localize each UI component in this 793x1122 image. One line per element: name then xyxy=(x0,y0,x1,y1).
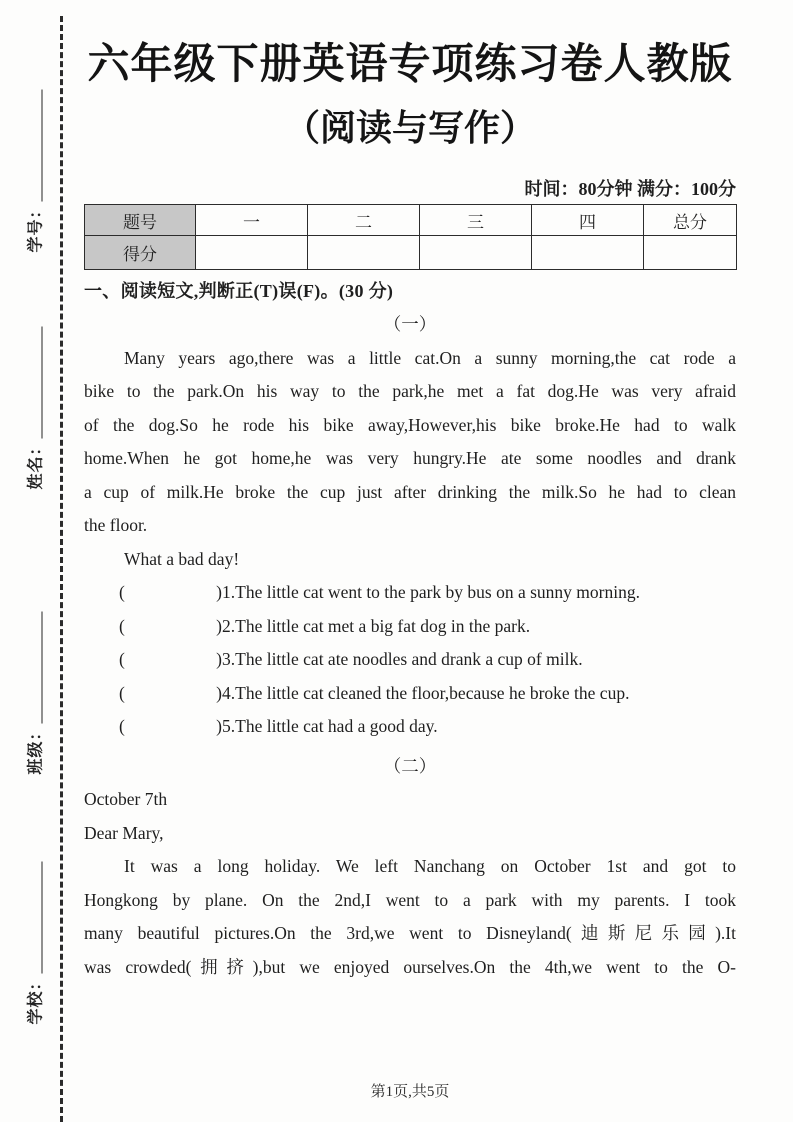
answer-blank-parens xyxy=(119,643,222,677)
question-item xyxy=(84,710,736,744)
score-cell xyxy=(420,236,532,270)
paren-close: ) xyxy=(216,615,222,636)
page-number: 第1页,共5页 xyxy=(370,1084,450,1100)
paren-open: ( xyxy=(119,615,125,636)
question-item xyxy=(84,610,736,644)
paren-open: ( xyxy=(119,582,125,602)
class-blank-line xyxy=(42,611,43,723)
letter-salutation: Dear Mary, xyxy=(84,822,164,843)
passage-one-text xyxy=(84,342,736,577)
question-item xyxy=(84,677,736,711)
passage-closing-line: What a bad day! xyxy=(124,548,240,569)
letter-date: October 7th xyxy=(84,789,168,809)
score-table-score-row xyxy=(85,236,737,270)
paren-open: ( xyxy=(119,716,125,736)
passage-one-label: （一） xyxy=(383,314,437,334)
letter-line: many beautiful pictures.On the 3rd,we went to Disneyland(迪斯尼乐园).It xyxy=(84,923,736,943)
name-blank-line xyxy=(42,326,43,438)
question-text: 4.The little cat cleaned the floor,because he broke the cup. xyxy=(222,682,630,703)
passage-one-questions xyxy=(84,576,736,744)
passage-two-text xyxy=(84,783,736,984)
sidebar-field-name xyxy=(23,326,46,489)
sidebar-field-school xyxy=(23,861,46,1024)
question-text: 3.The little cat ate noodles and drank a cup of milk. xyxy=(222,649,583,669)
class-label: 班级： xyxy=(27,723,45,775)
paren-open: ( xyxy=(119,682,125,703)
name-label: 姓名： xyxy=(27,438,45,490)
score-row-label: 得分 xyxy=(85,236,196,270)
question-item xyxy=(84,643,736,677)
question-text: 1.The little cat went to the park by bus on a sunny morning. xyxy=(222,582,640,602)
score-table-col-1: 一 xyxy=(196,205,308,236)
question-text: 2.The little cat met a big fat dog in the park. xyxy=(222,615,531,636)
exam-page xyxy=(84,0,736,984)
score-table-col-total: 总分 xyxy=(644,205,737,236)
question-text: 5.The little cat had a good day. xyxy=(222,716,438,736)
score-cell xyxy=(644,236,737,270)
student-id-label: 学号： xyxy=(27,201,45,253)
letter-line: Hongkong by plane. On the 2nd,I went to a park with my parents. I took xyxy=(84,889,736,910)
sidebar-field-student-id xyxy=(23,89,46,252)
passage-line: of the dog.So he rode his bike away,However,his bike broke.He had to walk xyxy=(84,414,736,435)
paren-close: ) xyxy=(216,682,222,703)
answer-blank-parens xyxy=(119,576,222,610)
passage-line: home.When he got home,he was very hungry.He ate some noodles and drank xyxy=(84,448,736,468)
score-table-col-4: 四 xyxy=(532,205,644,236)
score-table-corner: 题号 xyxy=(85,205,196,236)
page-title: 六年级下册英语专项练习卷人教版 xyxy=(87,42,733,88)
passage-line: bike to the park.On his way to the park,he met a fat dog.He was very afraid xyxy=(84,381,736,401)
score-table-header-row xyxy=(85,205,737,236)
student-id-blank-line xyxy=(42,89,43,201)
score-cell xyxy=(532,236,644,270)
score-cell xyxy=(196,236,308,270)
paren-close: ) xyxy=(216,582,222,602)
score-table-col-2: 二 xyxy=(308,205,420,236)
question-item xyxy=(84,576,736,610)
passage-line: the floor. xyxy=(84,515,148,535)
score-cell xyxy=(308,236,420,270)
paren-close: ) xyxy=(216,716,222,736)
page-subtitle: （阅读与写作） xyxy=(283,108,536,148)
passage-two-label: （二） xyxy=(383,755,437,776)
passage-line: Many years ago,there was a little cat.On a sunny morning,the cat rode a xyxy=(124,347,736,368)
school-label: 学校： xyxy=(27,973,45,1025)
letter-line: It was a long holiday. We left Nanchang on October 1st and got to xyxy=(124,856,736,876)
section-one-heading: 一、阅读短文,判断正(T)误(F)。(30 分) xyxy=(84,281,394,301)
score-table xyxy=(84,204,737,270)
answer-blank-parens xyxy=(119,610,222,644)
answer-blank-parens xyxy=(119,677,222,711)
binding-dashed-line xyxy=(60,16,63,1122)
letter-line: was crowded(拥挤),but we enjoyed ourselves.On the 4th,we went to the O- xyxy=(84,956,736,977)
school-blank-line xyxy=(42,861,43,973)
paren-close: ) xyxy=(216,649,222,669)
time-score-info: 时间：80分钟 满分：100分 xyxy=(524,179,736,199)
passage-line: a cup of milk.He broke the cup just after drinking the milk.So he had to clean xyxy=(84,481,736,502)
paren-open: ( xyxy=(119,649,125,669)
sidebar-field-class xyxy=(23,611,46,774)
answer-blank-parens xyxy=(119,710,222,744)
score-table-col-3: 三 xyxy=(420,205,532,236)
